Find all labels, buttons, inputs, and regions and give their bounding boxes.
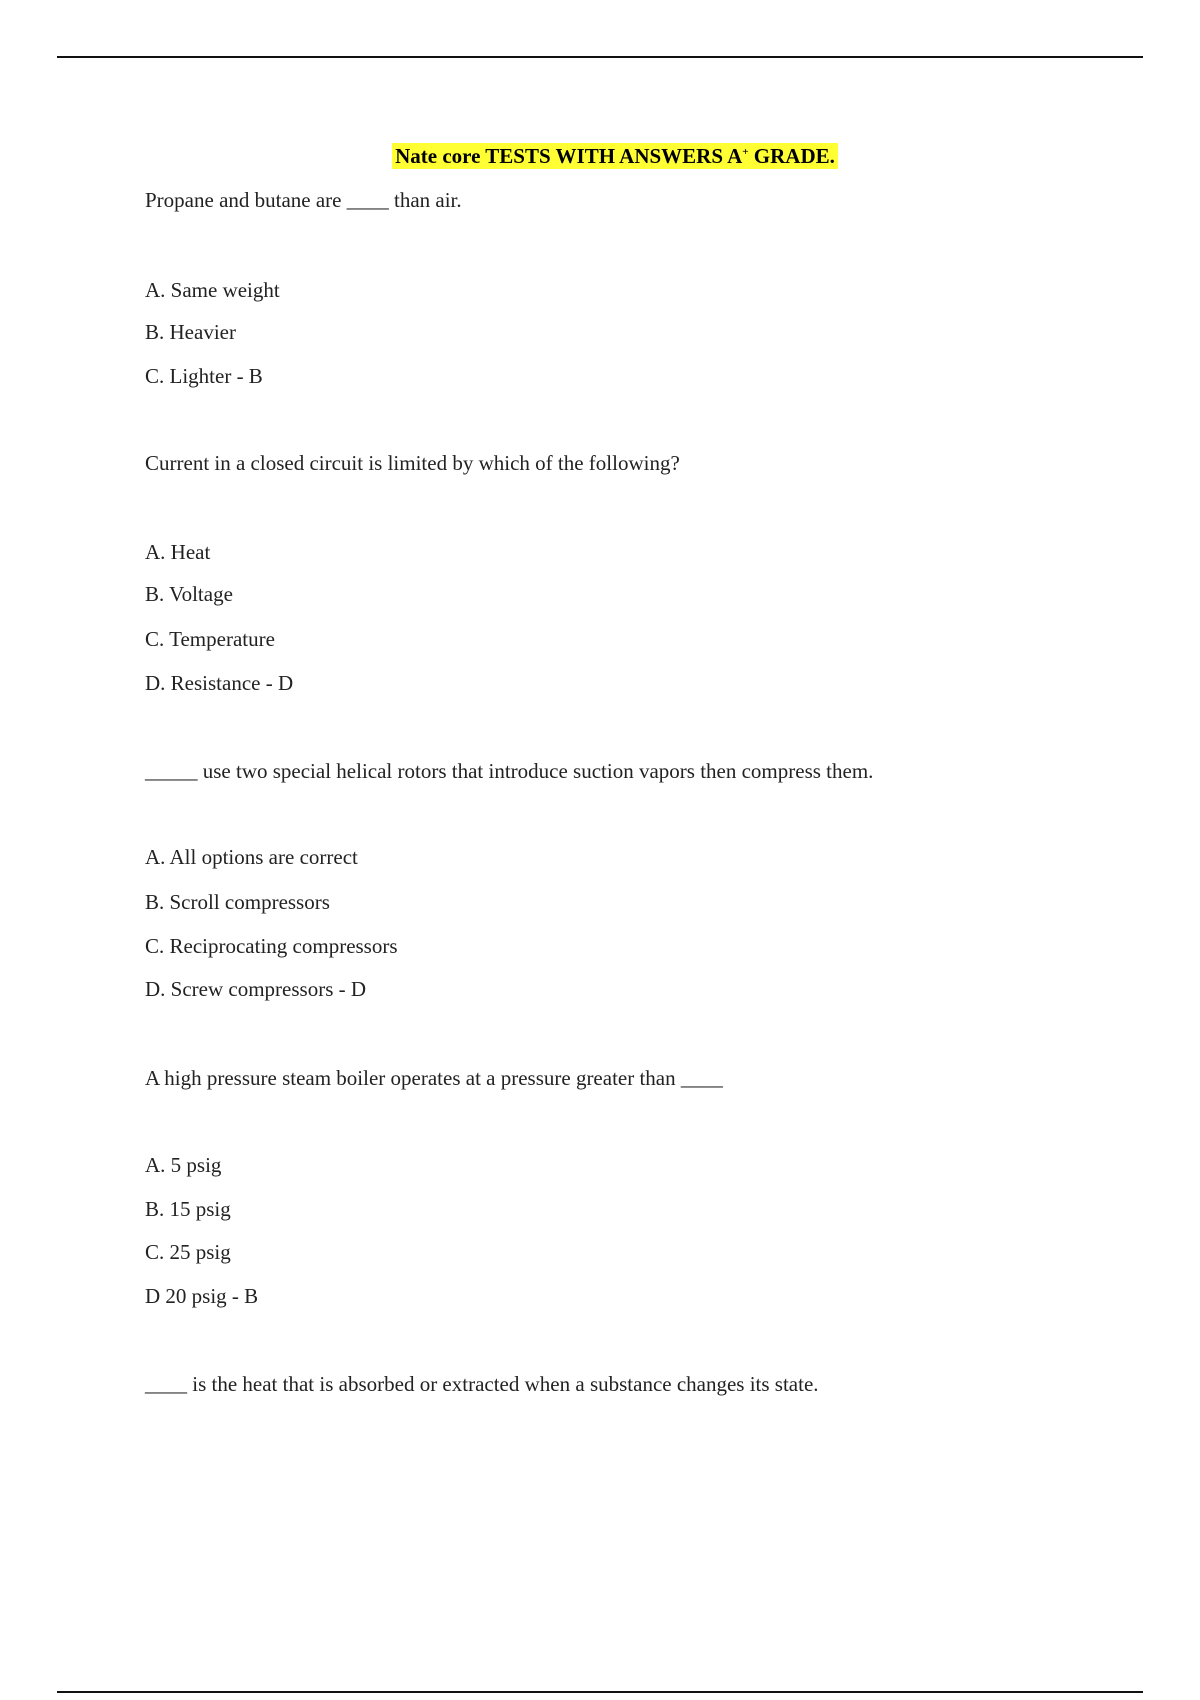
answer-option: A. Same weight bbox=[145, 278, 280, 302]
title-highlight: Nate core TESTS WITH ANSWERS A+ GRADE. bbox=[392, 143, 838, 169]
answer-option: D. Resistance - D bbox=[145, 671, 294, 695]
page-title bbox=[0, 144, 1200, 169]
question-text: ____ is the heat that is absorbed or extracted when a substance changes its state. bbox=[145, 1372, 819, 1396]
answer-option: D 20 psig - B bbox=[145, 1284, 259, 1308]
answer-option: C. Lighter - B bbox=[145, 364, 263, 388]
answer-option: C. Temperature bbox=[145, 627, 275, 651]
answer-option: B. Scroll compressors bbox=[145, 890, 330, 914]
answer-option: A. All options are correct bbox=[145, 845, 358, 869]
answer-option: D. Screw compressors - D bbox=[145, 977, 367, 1001]
answer-option: B. Heavier bbox=[145, 320, 236, 344]
question-text: _____ use two special helical rotors that introduce suction vapors then compress them. bbox=[145, 759, 874, 783]
question-text: A high pressure steam boiler operates at a pressure greater than ____ bbox=[145, 1066, 723, 1090]
top-rule bbox=[57, 56, 1143, 58]
answer-option: B. Voltage bbox=[145, 582, 233, 606]
answer-option: A. Heat bbox=[145, 540, 211, 564]
bottom-rule bbox=[57, 1691, 1143, 1693]
answer-option: C. Reciprocating compressors bbox=[145, 934, 398, 958]
question-text: Propane and butane are ____ than air. bbox=[145, 188, 462, 212]
question-text: Current in a closed circuit is limited by which of the following? bbox=[145, 451, 680, 475]
answer-option: B. 15 psig bbox=[145, 1197, 231, 1221]
answer-option: A. 5 psig bbox=[145, 1153, 222, 1177]
answer-option: C. 25 psig bbox=[145, 1240, 231, 1264]
